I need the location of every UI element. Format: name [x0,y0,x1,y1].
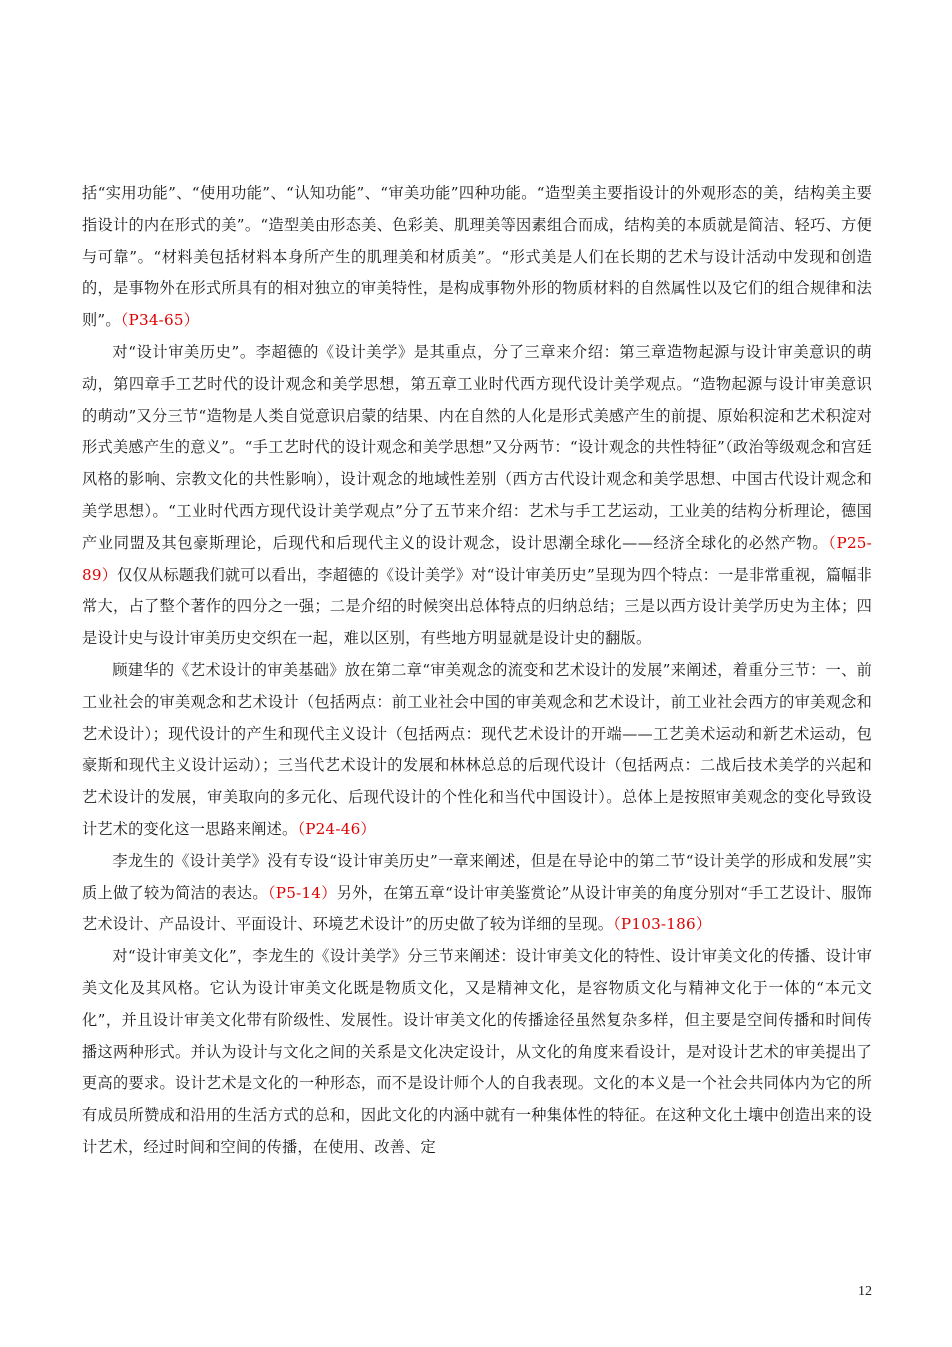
page-number: 12 [858,1284,872,1299]
page-reference: （P103-186） [613,915,712,934]
paragraph [82,337,872,655]
paragraph-text: 李龙生的《设计美学》没有专设“设计审美历史”一章来阐述，但是在导论中的第二节“设计美学的形成和发展”实质上做了较为简洁的表达。 [82,851,872,902]
page-reference: （P24-46） [297,819,376,838]
paragraph [82,655,872,846]
page-reference: （P5-14） [267,883,337,902]
paragraph-text: 仅仅从标题我们就可以看出，李超德的《设计美学》对“设计审美历史”呈现为四个特点：一是非常重视，篇幅非常大，占了整个著作的四分之一强；二是介绍的时候突出总体特点的归纳总结；三是以西方设计美学历史为主体；四是设计史与设计审美历史交织在一起，难以区别，有些地方明显就是设计史的翻版。 [82,565,872,648]
paragraph [82,846,872,941]
paragraph-text: 对“设计审美文化”，李龙生的《设计美学》分三节来阐述：设计审美文化的特性、设计审美文化的传播、设计审美文化及其风格。它认为设计审美文化既是物质文化，又是精神文化，是容物质文化与精神文化于一体的“本元文化”，并且设计审美文化带有阶级性、发展性。设计审美文化的传播途径虽然复杂多样，但主要是空间传播和时间传播这两种形式。并认为设计与文化之间的关系是文化决定设计，从文化的角度来看设计，是对设计艺术的审美提出了更高的要求。设计艺术是文化的一种形态，而不是设计师个人的自我表现。文化的本义是一个社会共同体内为它的所有成员所赞成和沿用的生活方式的总和，因此文化的内涵中就有一种集体性的特征。在这种文化土壤中创造出来的设计艺术，经过时间和空间的传播，在使用、改善、定 [82,947,872,1156]
paragraph-text: 另外，在第五章“设计审美鉴赏论”从设计审美的角度分别对“手工艺设计、服饰艺术设计、产品设计、平面设计、环境艺术设计”的历史做了较为详细的呈现。 [82,883,872,934]
paragraph [82,941,872,1164]
paragraph-text: 对“设计审美历史”。李超德的《设计美学》是其重点，分了三章来介绍：第三章造物起源与设计审美意识的萌动，第四章手工艺时代的设计观念和美学思想，第五章工业时代西方现代设计美学观点。“造物起源与设计审美意识的萌动”又分三节“造物是人类自觉意识启蒙的结果、内在自然的人化是形式美感产生的前提、原始积淀和艺术积淀对形式美感产生的意义”。“手工艺时代的设计观念和美学思想”又分两节：“设计观念的共性特征”（政治等级观念和宫廷风格的影响、宗教文化的共性影响），设计观念的地域性差别（西方古代设计观念和美学思想、中国古代设计观念和美学思想）。“工业时代西方现代设计美学观点”分了五节来介绍：艺术与手工艺运动，工业美的结构分析理论，德国产业同盟及其包豪斯理论，后现代和后现代主义的设计观念，设计思潮全球化——经济全球化的必然产物。 [82,342,872,552]
document-body [82,178,872,1164]
paragraph-text: 括“实用功能”、“使用功能”、“认知功能”、“审美功能”四种功能。“造型美主要指设计的外观形态的美，结构美主要指设计的内在形式的美”。“造型美由形态美、色彩美、肌理美等因素组合而成，结构美的本质就是简洁、轻巧、方便与可靠”。“材料美包括材料本身所产生的肌理美和材质美”。“形式美是人们在长期的艺术与设计活动中发现和创造的，是事物外在形式所具有的相对独立的审美特性，是构成事物外形的物质材料的自然属性以及它们的组合规律和法则”。 [82,184,872,330]
paragraph [82,178,872,337]
paragraph-text: 顾建华的《艺术设计的审美基础》放在第二章“审美观念的流变和艺术设计的发展”来阐述，着重分三节：一、前工业社会的审美观念和艺术设计（包括两点：前工业社会中国的审美观念和艺术设计，前工业社会西方的审美观念和艺术设计）；现代设计的产生和现代主义设计（包括两点：现代艺术设计的开端——工艺美术运动和新艺术运动，包豪斯和现代主义设计运动）；三当代艺术设计的发展和林林总总的后现代设计（包括两点：二战后技术美学的兴起和艺术设计的发展，审美取向的多元化、后现代设计的个性化和当代中国设计）。总体上是按照审美观念的变化导致设计艺术的变化这一思路来阐述。 [82,660,872,838]
page-reference: （P25-89） [82,533,872,584]
page-reference: （P34-65） [120,311,200,330]
